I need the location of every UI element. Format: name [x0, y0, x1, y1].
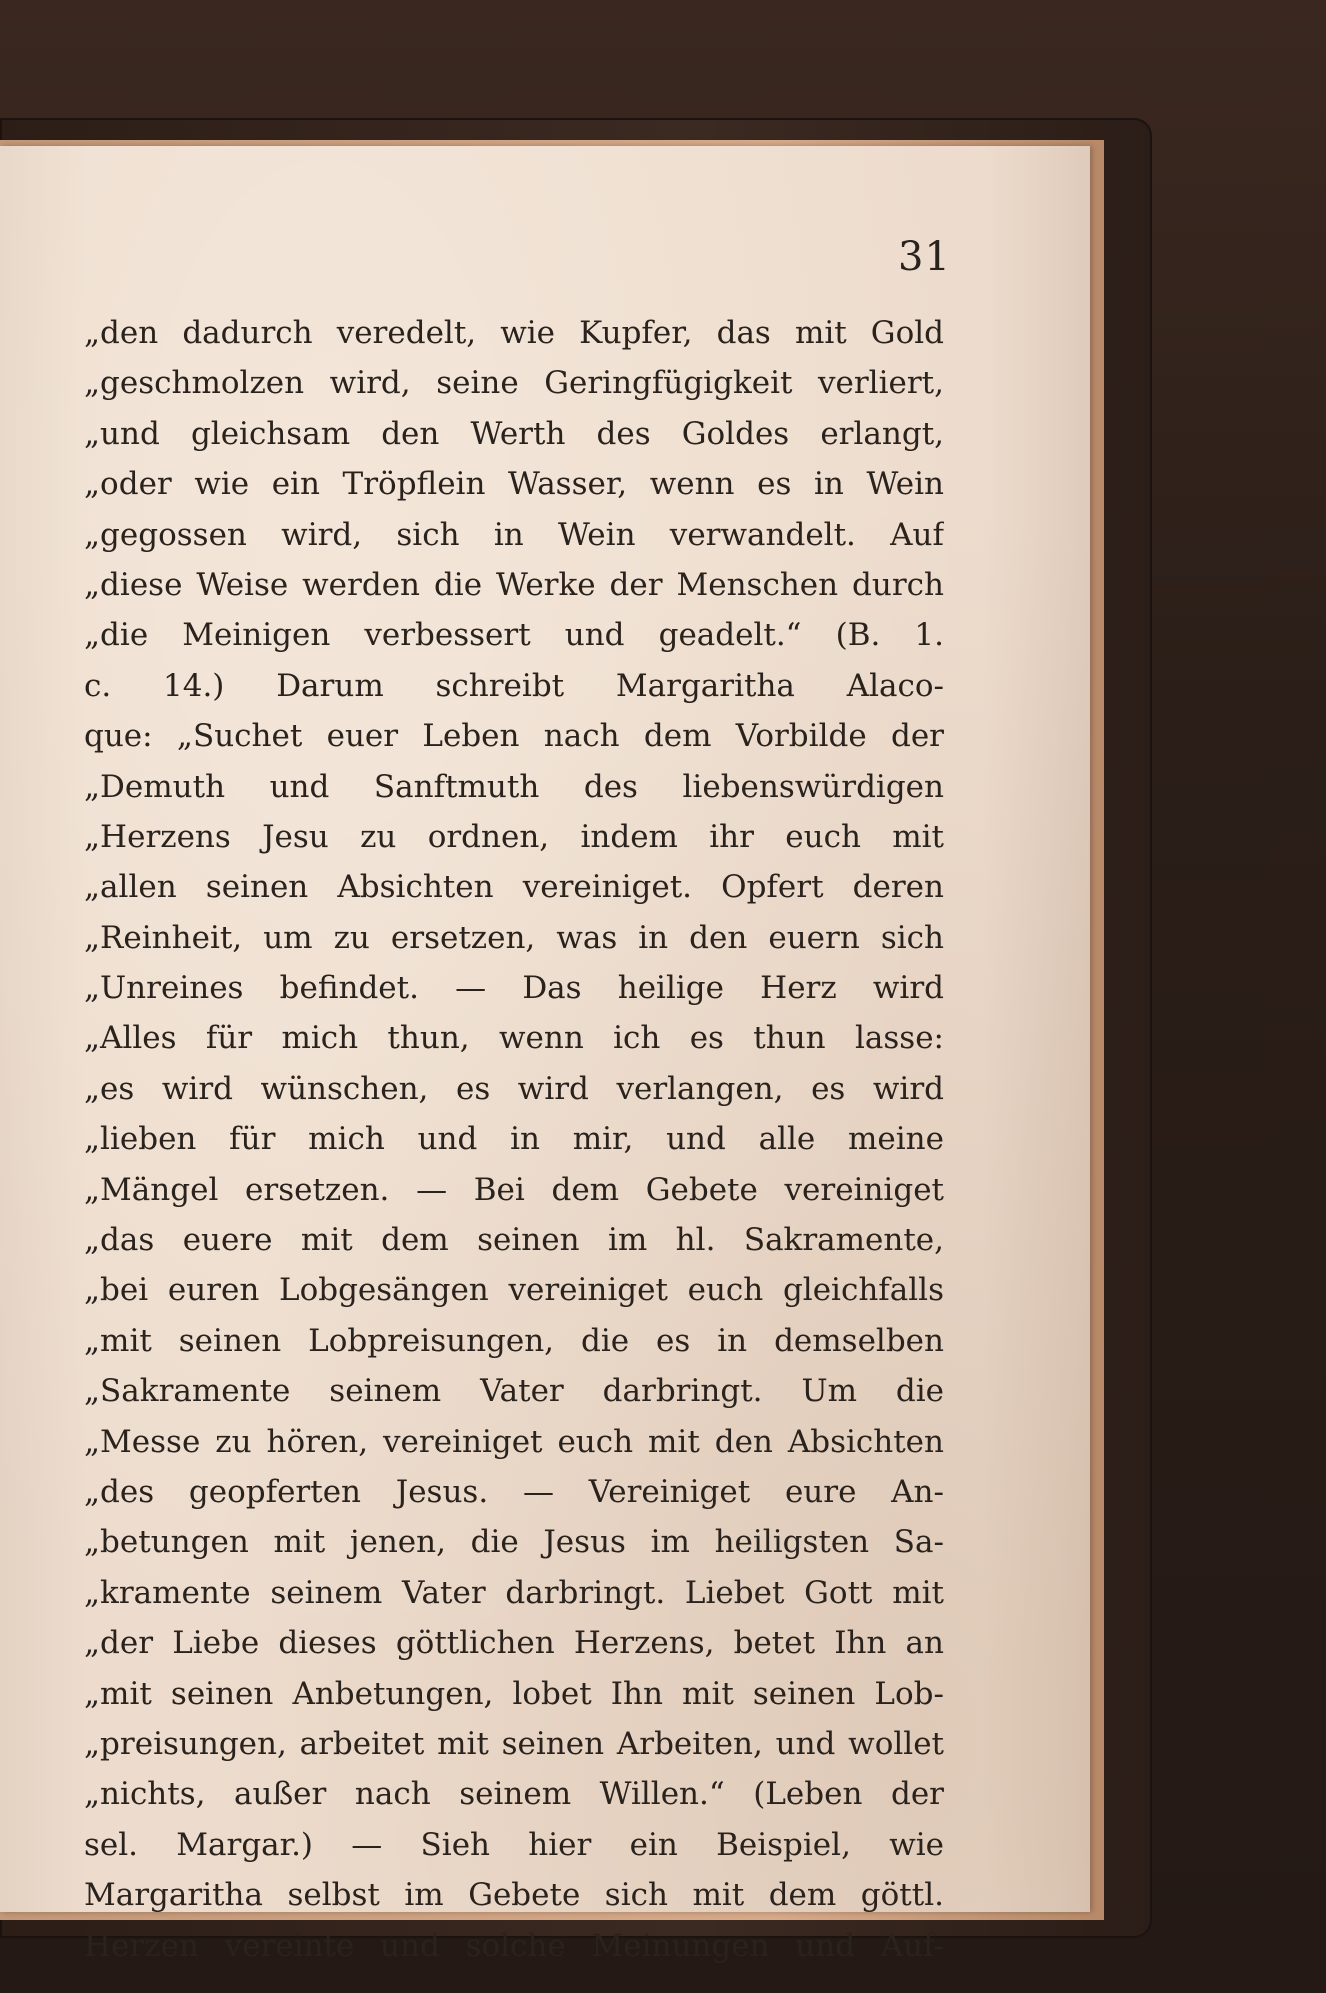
text-line: „Herzens Jesu zu ordnen, indem ihr euch mit [84, 818, 944, 855]
text-line: „das euere mit dem seinen im hl. Sakramente, [84, 1222, 944, 1259]
text-line: „Demuth und Sanftmuth des liebenswürdigen [84, 768, 944, 805]
text-line: „gegossen wird, sich in Wein verwandelt. Auf [84, 516, 944, 553]
text-line: „oder wie ein Tröpflein Wasser, wenn es in Wein [84, 466, 944, 503]
text-line: „Messe zu hören, vereiniget euch mit den Absichten [84, 1423, 944, 1460]
text-line: Herzen vereinte und solche Meinungen und Auf- [84, 1927, 944, 1964]
text-line: Margaritha selbst im Gebete sich mit dem göttl. [84, 1877, 944, 1914]
page-number: 31 [898, 234, 951, 280]
text-line: „und gleichsam den Werth des Goldes erlangt, [84, 415, 944, 452]
text-line: „bei euren Lobgesängen vereiniget euch gleichfalls [84, 1272, 944, 1309]
text-line: sel. Margar.) — Sieh hier ein Beispiel, wie [84, 1826, 944, 1863]
text-line: que: „Suchet euer Leben nach dem Vorbilde der [84, 718, 944, 755]
text-line: „Unreines befindet. — Das heilige Herz wird [84, 970, 944, 1007]
text-line: „geschmolzen wird, seine Geringfügigkeit verliert, [84, 365, 944, 402]
text-line: „Sakramente seinem Vater darbringt. Um die [84, 1373, 944, 1410]
text-line: „mit seinen Anbetungen, lobet Ihn mit seinen Lob- [84, 1675, 944, 1712]
text-line: „Reinheit, um zu ersetzen, was in den euern sich [84, 919, 944, 956]
text-line: „kramente seinem Vater darbringt. Liebet Gott mit [84, 1574, 944, 1611]
text-line: „der Liebe dieses göttlichen Herzens, betet Ihn an [84, 1625, 944, 1662]
text-line: „nichts, außer nach seinem Willen.“ (Leben der [84, 1776, 944, 1813]
text-line: „lieben für mich und in mir, und alle meine [84, 1121, 944, 1158]
text-line: „Alles für mich thun, wenn ich es thun lasse: [84, 1020, 944, 1057]
text-line: „des geopferten Jesus. — Vereiniget eure An- [84, 1473, 944, 1510]
body-text [84, 308, 944, 1971]
text-line: „diese Weise werden die Werke der Menschen durch [84, 566, 944, 603]
text-line: „betungen mit jenen, die Jesus im heiligsten Sa- [84, 1524, 944, 1561]
text-line: „mit seinen Lobpreisungen, die es in demselben [84, 1322, 944, 1359]
text-line: „es wird wünschen, es wird verlangen, es wird [84, 1070, 944, 1107]
text-line: „allen seinen Absichten vereiniget. Opfert deren [84, 869, 944, 906]
text-line: „preisungen, arbeitet mit seinen Arbeiten, und wollet [84, 1725, 944, 1762]
text-line: c. 14.) Darum schreibt Margaritha Alaco- [84, 667, 944, 704]
text-line: „den dadurch veredelt, wie Kupfer, das mit Gold [84, 315, 944, 351]
text-line: „die Meinigen verbessert und geadelt.“ (B. 1. [84, 617, 944, 654]
text-line: „Mängel ersetzen. — Bei dem Gebete vereiniget [84, 1171, 944, 1208]
